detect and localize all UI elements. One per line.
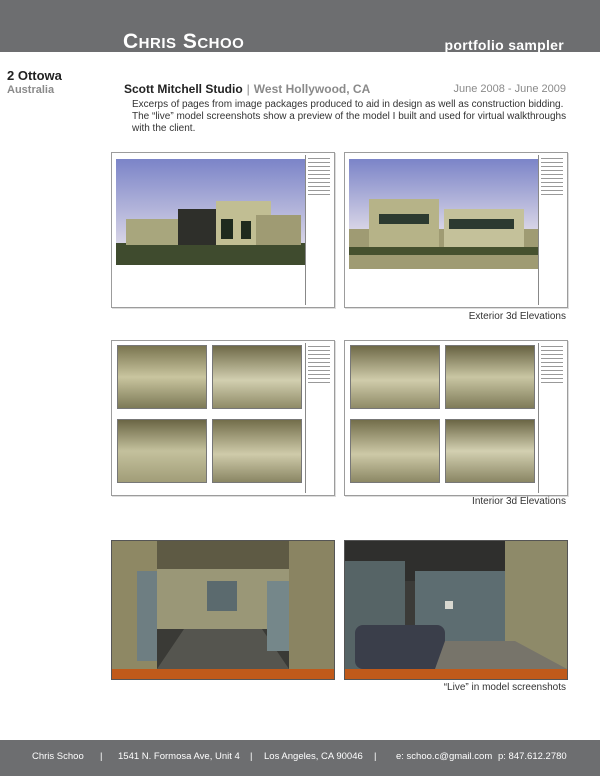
live-caption: “Live” in model screenshots <box>443 682 566 693</box>
interior-render-1b <box>212 345 302 409</box>
project-title: 2 Ottowa <box>7 68 62 83</box>
project-description: Excerps of pages from image packages produced to aid in design as well as construction bidding. The “live” model screenshots show a preview of the model I built and used for virtual walkthroughs with the client. <box>132 99 567 134</box>
portfolio-tagline: portfolio sampler <box>444 37 564 53</box>
project-dates: June 2008 - June 2009 <box>453 83 566 95</box>
footer-bar <box>0 740 600 776</box>
footer-phone: p: 847.612.2780 <box>498 751 567 762</box>
exterior-render-2 <box>349 159 539 299</box>
footer-separator: | <box>250 751 253 762</box>
title-block <box>538 343 565 493</box>
live-screenshot-2 <box>344 540 568 680</box>
title-block <box>538 155 565 305</box>
footer-city: Los Angeles, CA 90046 <box>264 751 363 762</box>
footer-address: 1541 N. Formosa Ave, Unit 4 <box>118 751 240 762</box>
live-screenshot-1 <box>111 540 335 680</box>
interior-render-2d <box>445 419 535 483</box>
interior-render-2a <box>350 345 440 409</box>
footer-email: e: schoo.c@gmail.com <box>396 751 493 762</box>
exterior-render-1 <box>116 159 306 299</box>
interior-render-2c <box>350 419 440 483</box>
interior-render-1a <box>117 345 207 409</box>
interior-sheet-1 <box>111 340 335 496</box>
footer-name: Chris Schoo <box>32 751 84 762</box>
interior-render-1c <box>117 419 207 483</box>
portfolio-owner-name: Chris Schoo <box>123 30 245 53</box>
project-location: Australia <box>7 84 55 96</box>
interior-render-2b <box>445 345 535 409</box>
studio-separator: | <box>246 82 250 96</box>
footer-separator: | <box>374 751 377 762</box>
studio-city: West Hollywood, CA <box>253 82 371 96</box>
exterior-sheet-1 <box>111 152 335 308</box>
title-block <box>305 343 332 493</box>
interior-caption: Interior 3d Elevations <box>472 496 566 507</box>
studio-line <box>124 82 370 96</box>
interior-sheet-2 <box>344 340 568 496</box>
studio-name: Scott Mitchell Studio <box>124 82 243 96</box>
exterior-caption: Exterior 3d Elevations <box>468 311 566 322</box>
interior-render-1d <box>212 419 302 483</box>
exterior-sheet-2 <box>344 152 568 308</box>
header-bar <box>0 0 600 52</box>
footer-separator: | <box>100 751 103 762</box>
title-block <box>305 155 332 305</box>
